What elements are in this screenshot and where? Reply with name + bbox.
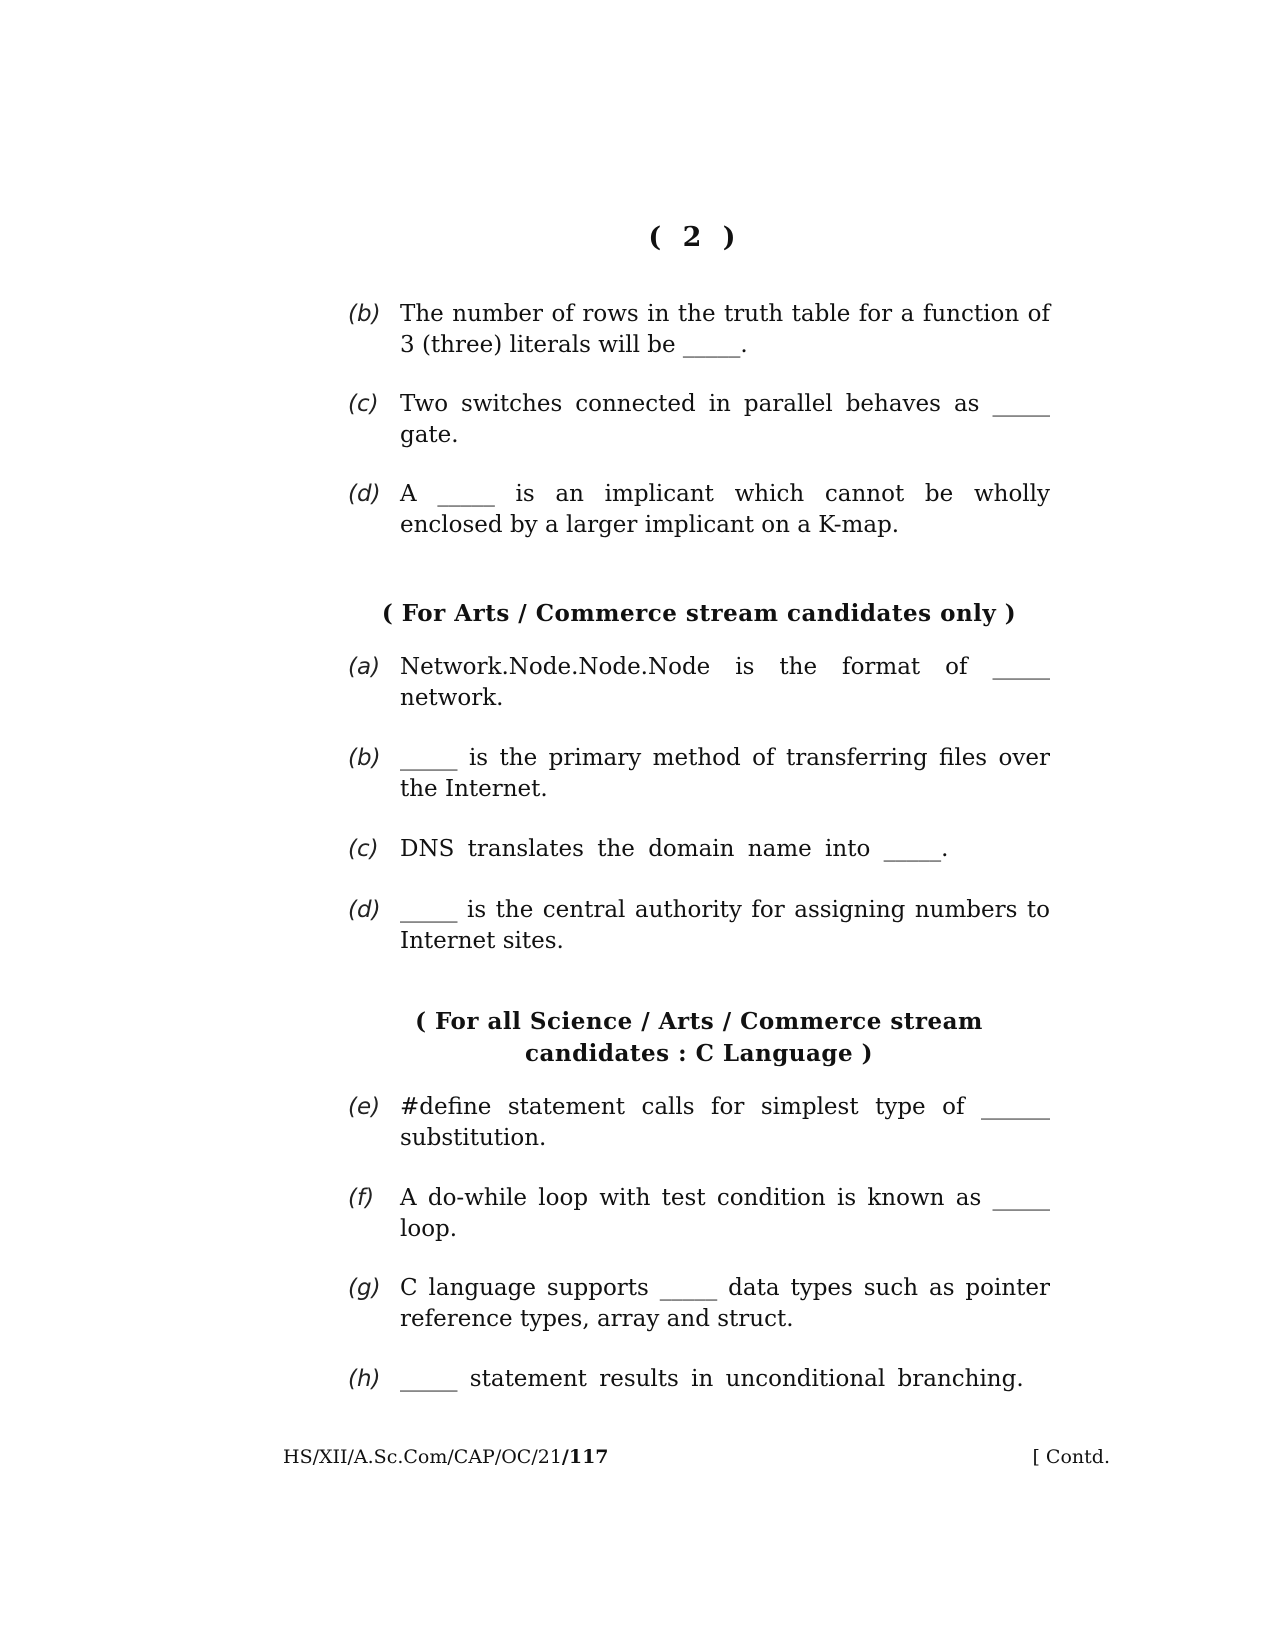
question-label: (e)	[348, 1094, 381, 1120]
question-label: (h)	[348, 1366, 381, 1392]
question-label: (d)	[348, 897, 381, 923]
question-text: A do-while loop with test condition is known as _____ loop.	[400, 1185, 1050, 1242]
section-heading-line: ( For all Science / Arts / Commerce stream	[415, 1008, 983, 1035]
question-text: DNS translates the domain name into _____.	[400, 836, 949, 862]
paper-code	[283, 1446, 609, 1468]
question-label: (d)	[348, 481, 381, 507]
question-label: (b)	[348, 301, 381, 327]
continued-marker: [ Contd.	[1032, 1446, 1110, 1468]
section-heading-c-language	[348, 1006, 1050, 1070]
question-text: #define statement calls for simplest type of ______ substitution.	[400, 1094, 1050, 1151]
question-label: (b)	[348, 745, 381, 771]
question-text: _____ is the central authority for assigning numbers to Internet sites.	[400, 897, 1050, 954]
section-heading-line: candidates : C Language )	[524, 1040, 874, 1067]
question-label: (c)	[348, 391, 379, 417]
question-label: (c)	[348, 836, 379, 862]
question-text: _____ statement results in unconditional branching.	[400, 1366, 1024, 1392]
question-text: The number of rows in the truth table for a function of 3 (three) literals will be _____.	[400, 301, 1050, 358]
question-text: Network.Node.Node.Node is the format of _____ network.	[400, 654, 1050, 711]
question-text: _____ is the primary method of transferring files over the Internet.	[400, 745, 1050, 802]
question-label: (a)	[348, 654, 381, 680]
paper-code-suffix: /117	[561, 1446, 609, 1468]
question-text: Two switches connected in parallel behaves as _____ gate.	[400, 391, 1050, 448]
question-text: A _____ is an implicant which cannot be wholly enclosed by a larger implicant on a K-map.	[400, 481, 1050, 538]
paper-code-prefix: HS/XII/A.Sc.Com/CAP/OC/21	[283, 1446, 562, 1468]
section-heading-arts-commerce: ( For Arts / Commerce stream candidates only )	[381, 600, 1017, 627]
question-label: (f)	[348, 1185, 375, 1211]
question-label: (g)	[348, 1275, 381, 1301]
question-text: C language supports _____ data types such as pointer reference types, array and struct.	[400, 1275, 1050, 1332]
page-number: ( 2 )	[648, 222, 742, 253]
